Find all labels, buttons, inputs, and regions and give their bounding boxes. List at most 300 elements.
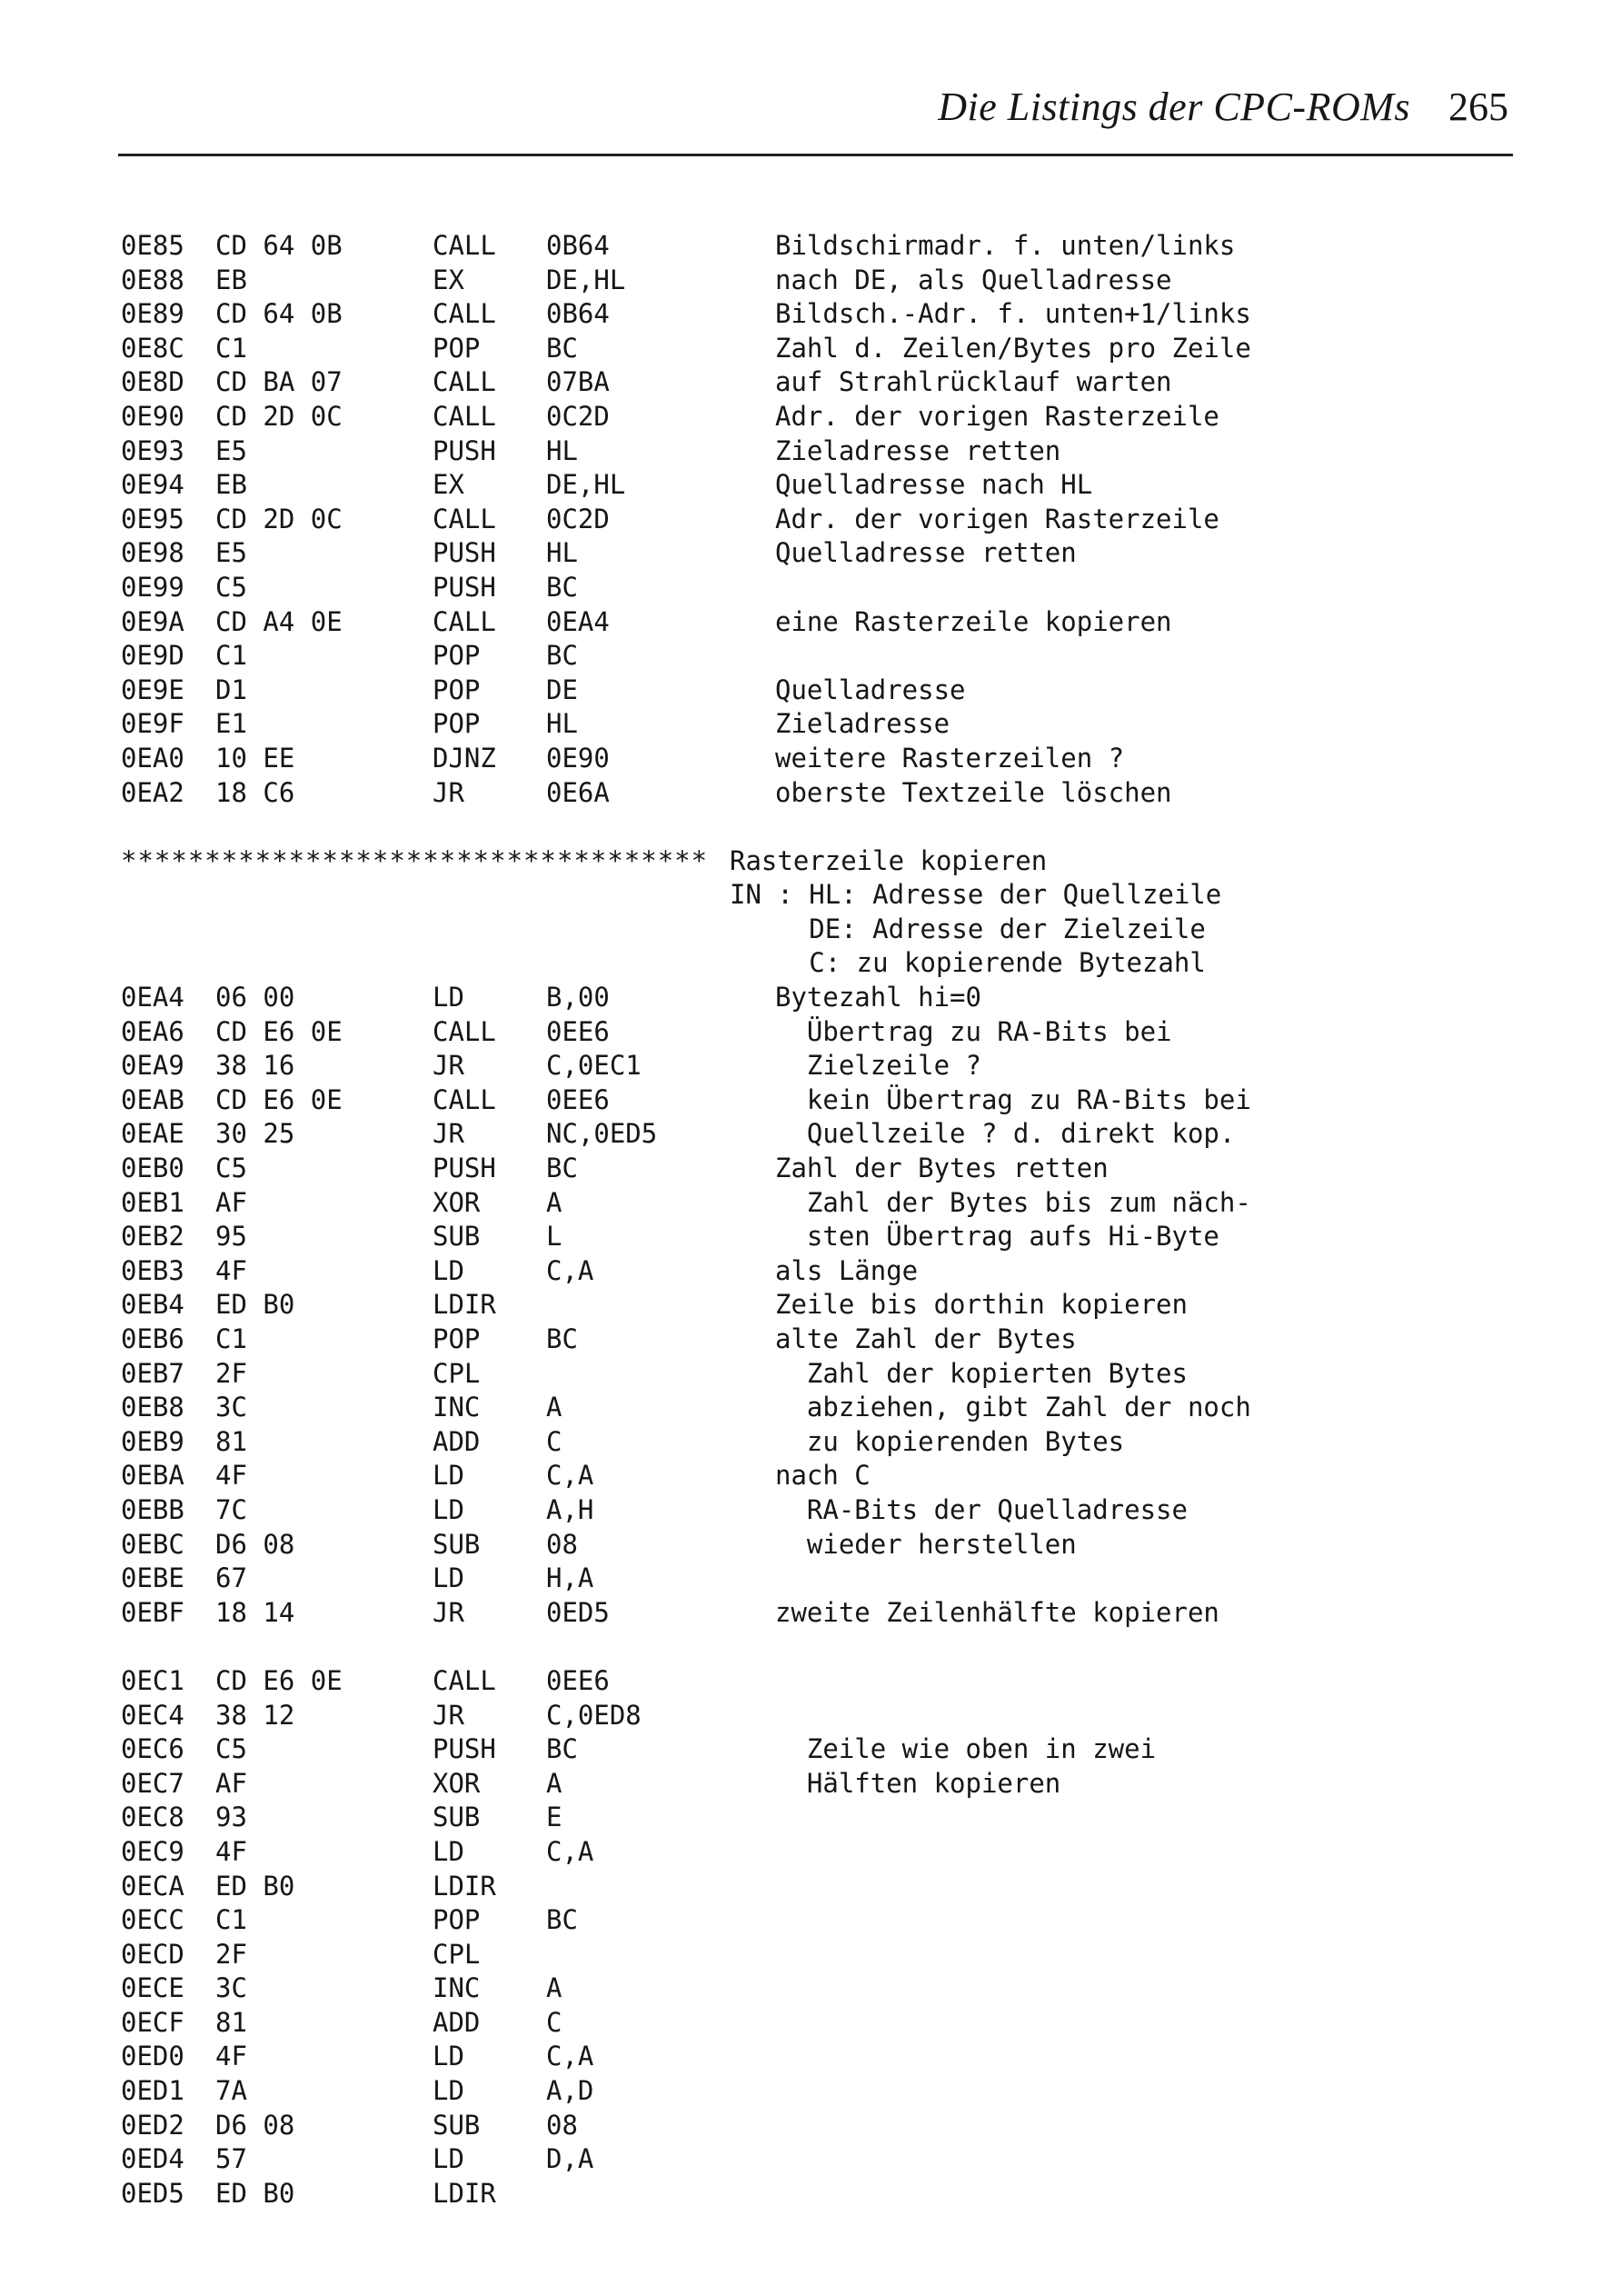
listing-row bbox=[121, 536, 1520, 571]
listing-row bbox=[121, 468, 1520, 503]
address: 0EA2 bbox=[121, 776, 184, 808]
listing-row bbox=[121, 1972, 1520, 2006]
address: 0EA4 bbox=[121, 982, 184, 1013]
mnemonic: CALL bbox=[433, 503, 496, 534]
comment: nach C bbox=[775, 1460, 871, 1492]
mnemonic: LDIR bbox=[433, 2177, 496, 2209]
address: 0E90 bbox=[121, 400, 184, 432]
address: 0EB3 bbox=[121, 1254, 184, 1286]
address: 0EAB bbox=[121, 1083, 184, 1115]
operand: BC bbox=[546, 332, 578, 364]
operand: H,A bbox=[546, 1562, 594, 1594]
comment: zu kopierenden Bytes bbox=[775, 1425, 1125, 1457]
address: 0ED2 bbox=[121, 2109, 184, 2141]
opcode-bytes: CD BA 07 bbox=[215, 366, 343, 398]
mnemonic: PUSH bbox=[433, 434, 496, 466]
mnemonic: LD bbox=[433, 1835, 464, 1867]
opcode-bytes: 4F bbox=[215, 1835, 247, 1867]
opcode-bytes: C5 bbox=[215, 571, 247, 603]
address: 0E93 bbox=[121, 434, 184, 466]
mnemonic: JR bbox=[433, 1596, 464, 1628]
running-title: Die Listings der CPC-ROMs bbox=[938, 85, 1410, 129]
operand: 08 bbox=[546, 1528, 578, 1560]
address: 0EB2 bbox=[121, 1221, 184, 1253]
section-header-line bbox=[121, 946, 1520, 981]
operand: BC bbox=[546, 1733, 578, 1765]
assembly-listing bbox=[121, 229, 1520, 2211]
operand: BC bbox=[546, 1153, 578, 1184]
address: 0E99 bbox=[121, 571, 184, 603]
address: 0EA9 bbox=[121, 1050, 184, 1082]
section-text: C: zu kopierende Bytezahl bbox=[730, 947, 1206, 979]
section-header-line bbox=[121, 913, 1520, 947]
listing-row bbox=[121, 742, 1520, 776]
listing-row bbox=[121, 1220, 1520, 1254]
address: 0EB0 bbox=[121, 1153, 184, 1184]
listing-row bbox=[121, 1186, 1520, 1221]
listing-row bbox=[121, 1117, 1520, 1152]
section-header-line bbox=[121, 844, 1520, 879]
mnemonic: POP bbox=[433, 332, 481, 364]
listing-row bbox=[121, 1288, 1520, 1323]
operand: 07BA bbox=[546, 366, 610, 398]
comment: Zahl der Bytes retten bbox=[775, 1153, 1109, 1184]
mnemonic: LD bbox=[433, 2041, 464, 2072]
listing-row bbox=[121, 1664, 1520, 1699]
opcode-bytes: E5 bbox=[215, 434, 247, 466]
address: 0EA6 bbox=[121, 1015, 184, 1047]
operand: A bbox=[546, 1392, 562, 1423]
comment: Zeile bis dorthin kopieren bbox=[775, 1289, 1188, 1321]
listing-row bbox=[121, 400, 1520, 434]
opcode-bytes: 30 25 bbox=[215, 1118, 295, 1150]
operand: C,A bbox=[546, 1835, 594, 1867]
page-header bbox=[118, 84, 1508, 138]
address: 0E9E bbox=[121, 674, 184, 705]
opcode-bytes: ED B0 bbox=[215, 1870, 295, 1902]
opcode-bytes: 3C bbox=[215, 1972, 247, 2004]
opcode-bytes: E1 bbox=[215, 708, 247, 740]
mnemonic: CALL bbox=[433, 400, 496, 432]
listing-row bbox=[121, 229, 1520, 264]
operand: A bbox=[546, 1767, 562, 1799]
listing-row bbox=[121, 707, 1520, 742]
mnemonic: CPL bbox=[433, 1938, 481, 1970]
address: 0E8C bbox=[121, 332, 184, 364]
comment: RA-Bits der Quelladresse bbox=[775, 1493, 1188, 1525]
listing-row bbox=[121, 1083, 1520, 1118]
address: 0EB7 bbox=[121, 1357, 184, 1389]
operand: NC,0ED5 bbox=[546, 1118, 658, 1150]
comment: als Länge bbox=[775, 1254, 919, 1286]
address: 0E88 bbox=[121, 264, 184, 295]
comment: Adr. der vorigen Rasterzeile bbox=[775, 400, 1219, 432]
operand: BC bbox=[546, 571, 578, 603]
address: 0ED5 bbox=[121, 2177, 184, 2209]
header-divider bbox=[118, 154, 1513, 156]
opcode-bytes: 2F bbox=[215, 1938, 247, 1970]
listing-row bbox=[121, 605, 1520, 640]
listing-row bbox=[121, 1732, 1520, 1767]
mnemonic: ADD bbox=[433, 1425, 481, 1457]
comment: Quelladresse bbox=[775, 674, 966, 705]
mnemonic: DJNZ bbox=[433, 742, 496, 774]
listing-row bbox=[121, 2142, 1520, 2177]
comment: sten Übertrag aufs Hi-Byte bbox=[775, 1221, 1219, 1253]
opcode-bytes: 81 bbox=[215, 2006, 247, 2038]
address: 0EC9 bbox=[121, 1835, 184, 1867]
section-header-line bbox=[121, 878, 1520, 913]
opcode-bytes: 06 00 bbox=[215, 982, 295, 1013]
comment: alte Zahl der Bytes bbox=[775, 1323, 1077, 1354]
address: 0EC1 bbox=[121, 1664, 184, 1696]
comment: Quelladresse nach HL bbox=[775, 469, 1093, 501]
operand: DE,HL bbox=[546, 264, 626, 295]
operand: C,A bbox=[546, 1254, 594, 1286]
mnemonic: POP bbox=[433, 708, 481, 740]
listing-row bbox=[121, 1938, 1520, 1972]
address: 0ECE bbox=[121, 1972, 184, 2004]
listing-row bbox=[121, 1699, 1520, 1733]
opcode-bytes: 10 EE bbox=[215, 742, 295, 774]
opcode-bytes: 38 16 bbox=[215, 1050, 295, 1082]
operand: 0ED5 bbox=[546, 1596, 610, 1628]
mnemonic: CALL bbox=[433, 1083, 496, 1115]
mnemonic: LDIR bbox=[433, 1289, 496, 1321]
address: 0ECC bbox=[121, 1904, 184, 1936]
listing-row bbox=[121, 571, 1520, 605]
operand: A bbox=[546, 1186, 562, 1218]
operand: 0EE6 bbox=[546, 1664, 610, 1696]
address: 0E85 bbox=[121, 230, 184, 261]
opcode-bytes: AF bbox=[215, 1186, 247, 1218]
comment: Quellzeile ? d. direkt kop. bbox=[775, 1118, 1236, 1150]
address: 0EC7 bbox=[121, 1767, 184, 1799]
listing-row bbox=[121, 1049, 1520, 1083]
address: 0EBA bbox=[121, 1460, 184, 1492]
mnemonic: SUB bbox=[433, 2109, 481, 2141]
listing-row bbox=[121, 1254, 1520, 1289]
mnemonic: PUSH bbox=[433, 537, 496, 569]
comment: auf Strahlrücklauf warten bbox=[775, 366, 1172, 398]
mnemonic: LD bbox=[433, 2075, 464, 2107]
operand: C bbox=[546, 2006, 562, 2038]
address: 0EB9 bbox=[121, 1425, 184, 1457]
comment: Übertrag zu RA-Bits bei bbox=[775, 1015, 1172, 1047]
mnemonic: JR bbox=[433, 1050, 464, 1082]
listing-row bbox=[121, 981, 1520, 1015]
opcode-bytes: D1 bbox=[215, 674, 247, 705]
listing-row bbox=[121, 1870, 1520, 1904]
listing-row bbox=[121, 674, 1520, 708]
operand: C,A bbox=[546, 2041, 594, 2072]
address: 0EAE bbox=[121, 1118, 184, 1150]
listing-row bbox=[121, 332, 1520, 366]
listing-row bbox=[121, 1152, 1520, 1186]
operand: 0B64 bbox=[546, 298, 610, 330]
operand: BC bbox=[546, 640, 578, 672]
address: 0ECA bbox=[121, 1870, 184, 1902]
operand: 0E6A bbox=[546, 776, 610, 808]
address: 0EC6 bbox=[121, 1733, 184, 1765]
mnemonic: CPL bbox=[433, 1357, 481, 1389]
address: 0EB6 bbox=[121, 1323, 184, 1354]
opcode-bytes: 93 bbox=[215, 1802, 247, 1833]
comment: Zieladresse bbox=[775, 708, 950, 740]
operand: E bbox=[546, 1802, 562, 1833]
opcode-bytes: 4F bbox=[215, 1460, 247, 1492]
mnemonic: LD bbox=[433, 1460, 464, 1492]
opcode-bytes: CD 2D 0C bbox=[215, 503, 343, 534]
mnemonic: JR bbox=[433, 776, 464, 808]
listing-row bbox=[121, 1835, 1520, 1870]
opcode-bytes: 2F bbox=[215, 1357, 247, 1389]
comment: Quelladresse retten bbox=[775, 537, 1077, 569]
blank-line bbox=[121, 810, 1520, 844]
opcode-bytes: 67 bbox=[215, 1562, 247, 1594]
mnemonic: SUB bbox=[433, 1528, 481, 1560]
address: 0EBC bbox=[121, 1528, 184, 1560]
mnemonic: SUB bbox=[433, 1802, 481, 1833]
operand: L bbox=[546, 1221, 562, 1253]
mnemonic: CALL bbox=[433, 298, 496, 330]
operand: 0EE6 bbox=[546, 1083, 610, 1115]
opcode-bytes: EB bbox=[215, 469, 247, 501]
operand: 0EA4 bbox=[546, 605, 610, 637]
opcode-bytes: 7A bbox=[215, 2075, 247, 2107]
listing-row bbox=[121, 1528, 1520, 1562]
mnemonic: POP bbox=[433, 674, 481, 705]
address: 0E94 bbox=[121, 469, 184, 501]
listing-row bbox=[121, 1459, 1520, 1493]
section-text: Rasterzeile kopieren bbox=[730, 844, 1048, 876]
listing-row bbox=[121, 1596, 1520, 1631]
mnemonic: INC bbox=[433, 1972, 481, 2004]
mnemonic: EX bbox=[433, 264, 464, 295]
operand: D,A bbox=[546, 2143, 594, 2175]
operand: C,A bbox=[546, 1460, 594, 1492]
operand: HL bbox=[546, 708, 578, 740]
address: 0EC8 bbox=[121, 1802, 184, 1833]
operand: DE,HL bbox=[546, 469, 626, 501]
comment: kein Übertrag zu RA-Bits bei bbox=[775, 1083, 1251, 1115]
section-text: IN : HL: Adresse der Quellzeile bbox=[730, 879, 1222, 911]
operand: 0B64 bbox=[546, 230, 610, 261]
address: 0E9F bbox=[121, 708, 184, 740]
opcode-bytes: 95 bbox=[215, 1221, 247, 1253]
mnemonic: CALL bbox=[433, 605, 496, 637]
listing-row bbox=[121, 639, 1520, 674]
address: 0ECF bbox=[121, 2006, 184, 2038]
operand: C bbox=[546, 1425, 562, 1457]
listing-row bbox=[121, 1357, 1520, 1392]
address: 0ED1 bbox=[121, 2075, 184, 2107]
blank-line bbox=[121, 1630, 1520, 1664]
listing-row bbox=[121, 1391, 1520, 1425]
mnemonic: POP bbox=[433, 1904, 481, 1936]
opcode-bytes: E5 bbox=[215, 537, 247, 569]
opcode-bytes: CD 64 0B bbox=[215, 230, 343, 261]
operand: B,00 bbox=[546, 982, 610, 1013]
address: 0EBB bbox=[121, 1493, 184, 1525]
operand: A,H bbox=[546, 1493, 594, 1525]
comment: Zielzeile ? bbox=[775, 1050, 981, 1082]
comment: oberste Textzeile löschen bbox=[775, 776, 1172, 808]
section-text: DE: Adresse der Zielzeile bbox=[730, 913, 1206, 944]
opcode-bytes: CD A4 0E bbox=[215, 605, 343, 637]
opcode-bytes: CD E6 0E bbox=[215, 1083, 343, 1115]
opcode-bytes: 57 bbox=[215, 2143, 247, 2175]
mnemonic: JR bbox=[433, 1699, 464, 1731]
comment: Bytezahl hi=0 bbox=[775, 982, 981, 1013]
listing-row bbox=[121, 365, 1520, 400]
comment: nach DE, als Quelladresse bbox=[775, 264, 1172, 295]
listing-row bbox=[121, 2177, 1520, 2211]
operand: A bbox=[546, 1972, 562, 2004]
operand: BC bbox=[546, 1904, 578, 1936]
mnemonic: EX bbox=[433, 469, 464, 501]
mnemonic: PUSH bbox=[433, 1153, 496, 1184]
mnemonic: PUSH bbox=[433, 571, 496, 603]
mnemonic: LD bbox=[433, 982, 464, 1013]
address: 0EB8 bbox=[121, 1392, 184, 1423]
opcode-bytes: C1 bbox=[215, 1904, 247, 1936]
mnemonic: POP bbox=[433, 640, 481, 672]
listing-row bbox=[121, 776, 1520, 811]
mnemonic: LD bbox=[433, 1562, 464, 1594]
comment: eine Rasterzeile kopieren bbox=[775, 605, 1172, 637]
opcode-bytes: CD E6 0E bbox=[215, 1664, 343, 1696]
mnemonic: XOR bbox=[433, 1767, 481, 1799]
operand: 0EE6 bbox=[546, 1015, 610, 1047]
opcode-bytes: AF bbox=[215, 1767, 247, 1799]
listing-row bbox=[121, 434, 1520, 469]
address: 0E8D bbox=[121, 366, 184, 398]
operand: 0C2D bbox=[546, 503, 610, 534]
listing-row bbox=[121, 1015, 1520, 1050]
opcode-bytes: EB bbox=[215, 264, 247, 295]
opcode-bytes: 38 12 bbox=[215, 1699, 295, 1731]
mnemonic: CALL bbox=[433, 1664, 496, 1696]
mnemonic: ADD bbox=[433, 2006, 481, 2038]
comment: zweite Zeilenhälfte kopieren bbox=[775, 1596, 1219, 1628]
opcode-bytes: 18 14 bbox=[215, 1596, 295, 1628]
opcode-bytes: C5 bbox=[215, 1733, 247, 1765]
address: 0EB1 bbox=[121, 1186, 184, 1218]
comment: Zeile wie oben in zwei bbox=[775, 1733, 1157, 1765]
address: 0E9A bbox=[121, 605, 184, 637]
mnemonic: SUB bbox=[433, 1221, 481, 1253]
comment: Zieladresse retten bbox=[775, 434, 1061, 466]
comment: Zahl d. Zeilen/Bytes pro Zeile bbox=[775, 332, 1251, 364]
listing-row bbox=[121, 1903, 1520, 1938]
opcode-bytes: CD 2D 0C bbox=[215, 400, 343, 432]
listing-row bbox=[121, 297, 1520, 332]
opcode-bytes: C5 bbox=[215, 1153, 247, 1184]
opcode-bytes: C1 bbox=[215, 332, 247, 364]
listing-row bbox=[121, 1562, 1520, 1596]
operand: 0E90 bbox=[546, 742, 610, 774]
listing-row bbox=[121, 2040, 1520, 2074]
opcode-bytes: 7C bbox=[215, 1493, 247, 1525]
listing-row bbox=[121, 1493, 1520, 1528]
address: 0ECD bbox=[121, 1938, 184, 1970]
opcode-bytes: CD 64 0B bbox=[215, 298, 343, 330]
comment: Zahl der kopierten Bytes bbox=[775, 1357, 1188, 1389]
address: 0E98 bbox=[121, 537, 184, 569]
opcode-bytes: D6 08 bbox=[215, 1528, 295, 1560]
opcode-bytes: D6 08 bbox=[215, 2109, 295, 2141]
mnemonic: PUSH bbox=[433, 1733, 496, 1765]
mnemonic: LD bbox=[433, 1254, 464, 1286]
listing-row bbox=[121, 1801, 1520, 1835]
mnemonic: INC bbox=[433, 1392, 481, 1423]
address: 0E89 bbox=[121, 298, 184, 330]
mnemonic: LD bbox=[433, 2143, 464, 2175]
mnemonic: LD bbox=[433, 1493, 464, 1525]
mnemonic: CALL bbox=[433, 230, 496, 261]
address: 0E95 bbox=[121, 503, 184, 534]
opcode-bytes: ED B0 bbox=[215, 1289, 295, 1321]
listing-row bbox=[121, 1767, 1520, 1802]
opcode-bytes: CD E6 0E bbox=[215, 1015, 343, 1047]
address: 0EBE bbox=[121, 1562, 184, 1594]
listing-row bbox=[121, 1323, 1520, 1357]
operand: 08 bbox=[546, 2109, 578, 2141]
mnemonic: CALL bbox=[433, 1015, 496, 1047]
opcode-bytes: 81 bbox=[215, 1425, 247, 1457]
comment: Adr. der vorigen Rasterzeile bbox=[775, 503, 1219, 534]
operand: HL bbox=[546, 434, 578, 466]
opcode-bytes: 18 C6 bbox=[215, 776, 295, 808]
comment: abziehen, gibt Zahl der noch bbox=[775, 1392, 1251, 1423]
listing-row bbox=[121, 1425, 1520, 1460]
comment: Zahl der Bytes bis zum näch- bbox=[775, 1186, 1251, 1218]
listing-row bbox=[121, 264, 1520, 298]
address: 0EC4 bbox=[121, 1699, 184, 1731]
opcode-bytes: C1 bbox=[215, 1323, 247, 1354]
listing-row bbox=[121, 2109, 1520, 2143]
comment: Bildschirmadr. f. unten/links bbox=[775, 230, 1236, 261]
opcode-bytes: 3C bbox=[215, 1392, 247, 1423]
listing-row bbox=[121, 2074, 1520, 2109]
opcode-bytes: C1 bbox=[215, 640, 247, 672]
mnemonic: LDIR bbox=[433, 1870, 496, 1902]
comment: Hälften kopieren bbox=[775, 1767, 1061, 1799]
opcode-bytes: ED B0 bbox=[215, 2177, 295, 2209]
comment: weitere Rasterzeilen ? bbox=[775, 742, 1125, 774]
address: 0E9D bbox=[121, 640, 184, 672]
address: 0EBF bbox=[121, 1596, 184, 1628]
opcode-bytes: 4F bbox=[215, 1254, 247, 1286]
address: 0EA0 bbox=[121, 742, 184, 774]
mnemonic: XOR bbox=[433, 1186, 481, 1218]
address: 0ED0 bbox=[121, 2041, 184, 2072]
address: 0ED4 bbox=[121, 2143, 184, 2175]
comment: Bildsch.-Adr. f. unten+1/links bbox=[775, 298, 1251, 330]
operand: 0C2D bbox=[546, 400, 610, 432]
comment: wieder herstellen bbox=[775, 1528, 1077, 1560]
opcode-bytes: 4F bbox=[215, 2041, 247, 2072]
address: 0EB4 bbox=[121, 1289, 184, 1321]
listing-row bbox=[121, 503, 1520, 537]
operand: DE bbox=[546, 674, 578, 705]
mnemonic: JR bbox=[433, 1118, 464, 1150]
operand: A,D bbox=[546, 2075, 594, 2107]
mnemonic: POP bbox=[433, 1323, 481, 1354]
page-number: 265 bbox=[1448, 85, 1508, 129]
mnemonic: CALL bbox=[433, 366, 496, 398]
